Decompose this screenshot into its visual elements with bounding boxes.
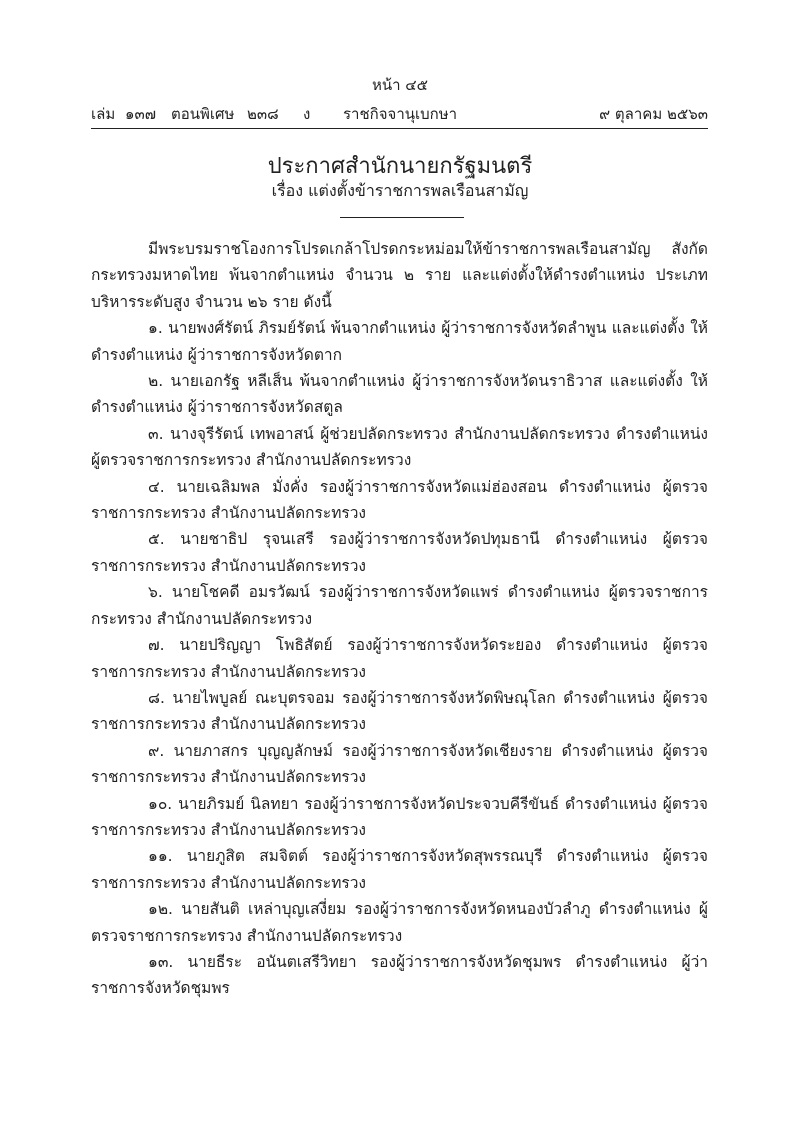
intro-paragraph: มีพระบรมราชโองการโปรดเกล้าโปรดกระหม่อมให้ข้าราชการพลเรือนสามัญ สังกัดกระทรวงมหาดไทย พ้นจากตำแหน่ง จำนวน ๒ ราย และแต่งตั้งให้ดำรงตำแหน่ง ประเภทบริหารระดับสูง จำนวน ๒๖ ราย ดังนี้	[91, 240, 708, 311]
list-item: ๑๒. นายสันติ เหล่าบุญเสงี่ยม รองผู้ว่าราชการจังหวัดหนองบัวลำภู ดำรงตำแหน่ง ผู้ตรวจราชการกระทรวง สำนักงานปลัดกระทรวง	[91, 900, 708, 945]
list-item: ๓. นางจุรีรัตน์ เทพอาสน์ ผู้ช่วยปลัดกระทรวง สำนักงานปลัดกระทรวง ดำรงตำแหน่ง ผู้ตรวจราชการกระทรวง สำนักงานปลัดกระทรวง	[91, 424, 708, 470]
list-item: ๕. นายชาธิป รุจนเสรี รองผู้ว่าราชการจังหวัดปทุมธานี ดำรงตำแหน่ง ผู้ตรวจราชการกระทรวง สำนักงานปลัดกระทรวง	[91, 530, 708, 575]
list-item: ๒. นายเอกรัฐ หลีเส็น พ้นจากตำแหน่ง ผู้ว่าราชการจังหวัดนราธิวาส และแต่งตั้ง ให้ดำรงตำแหน่ง ผู้ว่าราชการจังหวัดสตูล	[91, 372, 708, 417]
list-item: ๔. นายเฉลิมพล มั่งคั่ง รองผู้ว่าราชการจังหวัดแม่ฮ่องสอน ดำรงตำแหน่ง ผู้ตรวจราชการกระทรวง สำนักงานปลัดกระทรวง	[91, 477, 708, 523]
header-divider	[91, 128, 708, 129]
announcement-subject: เรื่อง แต่งตั้งข้าราชการพลเรือนสามัญ	[271, 181, 529, 200]
list-item: ๗. นายปริญญา โพธิสัตย์ รองผู้ว่าราชการจังหวัดระยอง ดำรงตำแหน่ง ผู้ตรวจราชการกระทรวง สำนักงานปลัดกระทรวง	[91, 636, 708, 681]
list-item: ๑๑. นายภูสิต สมจิตต์ รองผู้ว่าราชการจังหวัดสุพรรณบุรี ดำรงตำแหน่ง ผู้ตรวจราชการกระทรวง สำนักงานปลัดกระทรวง	[91, 847, 708, 892]
list-item: ๑. นายพงศ์รัตน์ ภิรมย์รัตน์ พ้นจากตำแหน่ง ผู้ว่าราชการจังหวัดลำพูน และแต่งตั้ง ให้ดำรงตำแหน่ง ผู้ว่าราชการจังหวัดตาก	[91, 319, 708, 364]
volume-label: เล่ม	[91, 105, 116, 123]
list-item: ๘. นายไพบูลย์ ณะบุตรจอม รองผู้ว่าราชการจังหวัดพิษณุโลก ดำรงตำแหน่ง ผู้ตรวจราชการกระทรวง สำนักงานปลัดกระทรวง	[91, 688, 708, 734]
publication-date: ๙ ตุลาคม ๒๕๖๓	[599, 105, 708, 123]
gazette-name: ราชกิจจานุเบกษา	[343, 105, 458, 123]
list-item: ๖. นายโชคดี อมรวัฒน์ รองผู้ว่าราชการจังหวัดแพร่ ดำรงตำแหน่ง ผู้ตรวจราชการกระทรวง สำนักงานปลัดกระทรวง	[91, 583, 708, 628]
section-number: ๒๓๘	[247, 105, 279, 123]
gazette-header	[91, 102, 708, 126]
volume-number: ๑๓๗	[125, 105, 157, 123]
announcement-title: ประกาศสำนักนายกรัฐมนตรี	[267, 154, 533, 179]
section-letter: ง	[303, 105, 311, 123]
list-item: ๑๓. นายธีระ อนันตเสรีวิทยา รองผู้ว่าราชการจังหวัดชุมพร ดำรงตำแหน่ง ผู้ว่าราชการจังหวัดชุมพร	[91, 952, 708, 998]
section-label: ตอนพิเศษ	[171, 105, 235, 123]
list-item: ๑๐. นายภิรมย์ นิลทยา รองผู้ว่าราชการจังหวัดประจวบคีรีขันธ์ ดำรงตำแหน่ง ผู้ตรวจราชการกระทรวง สำนักงานปลัดกระทรวง	[91, 794, 708, 839]
announcement-body	[91, 236, 708, 1002]
title-divider	[340, 217, 464, 218]
page-number: หน้า ๔๕	[371, 76, 429, 94]
list-item: ๙. นายภาสกร บุญญลักษม์ รองผู้ว่าราชการจังหวัดเชียงราย ดำรงตำแหน่ง ผู้ตรวจราชการกระทรวง สำนักงานปลัดกระทรวง	[91, 741, 708, 787]
